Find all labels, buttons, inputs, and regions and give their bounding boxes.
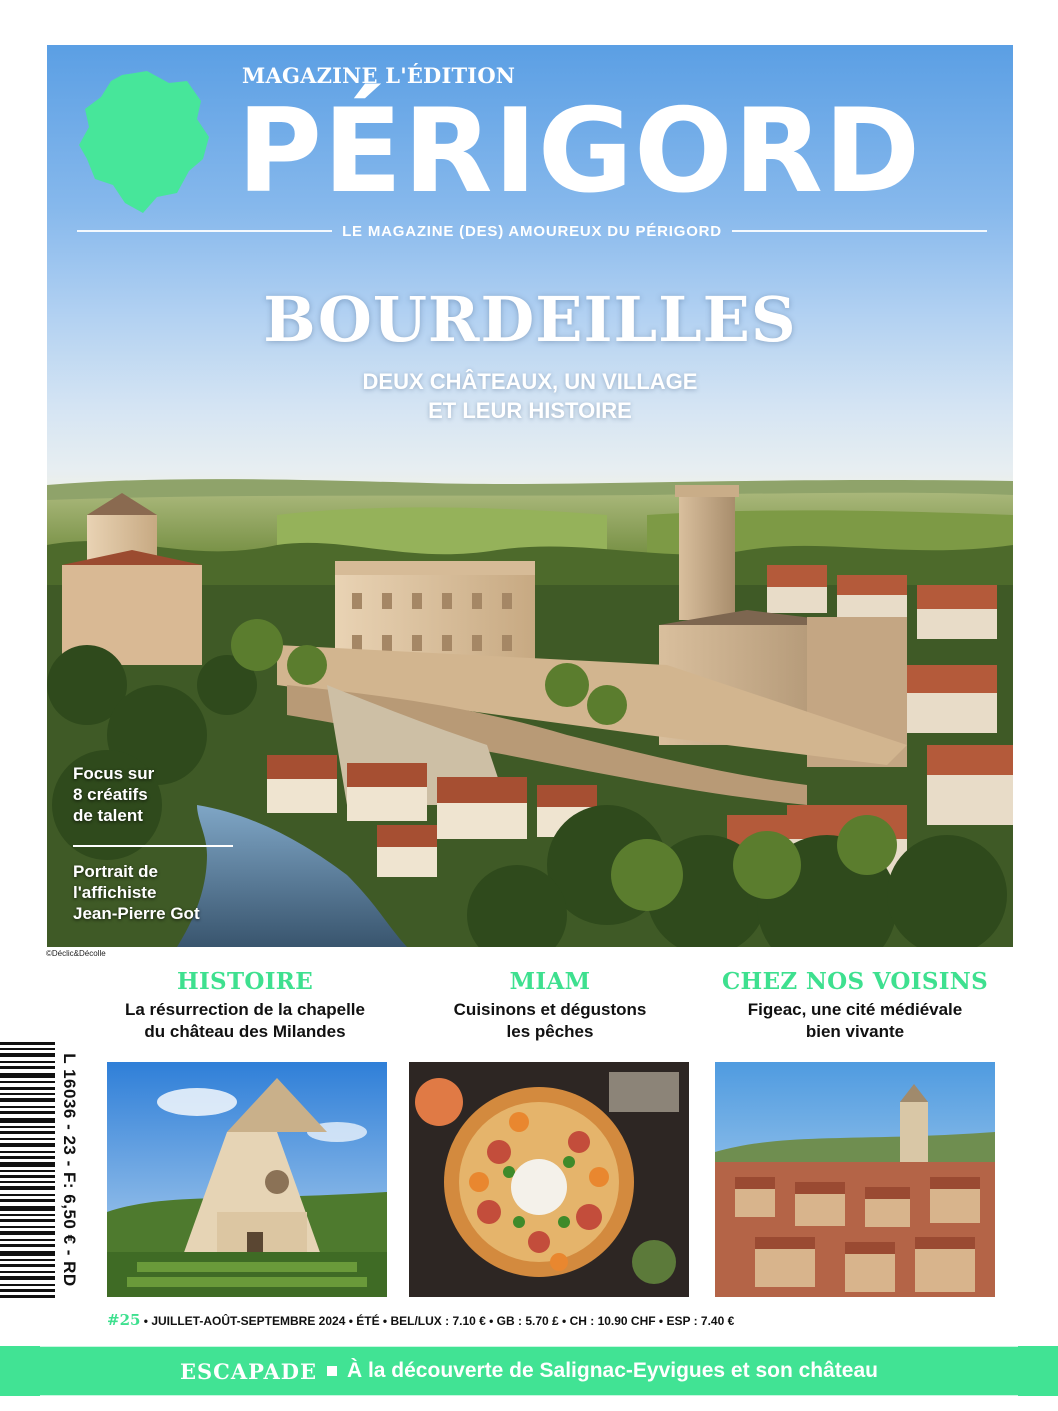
teaser-line: de talent [73,806,143,825]
masthead-title: PÉRIGORD [237,84,922,219]
chapel-photo [107,1062,387,1297]
cover-story-subtitle-line1: DEUX CHÂTEAUX, UN VILLAGE [362,369,698,394]
teaser-line: l'affichiste [73,883,157,902]
masthead-kicker: MAGAZINE L'ÉDITION [242,63,516,88]
section-title-line2: bien vivante [805,1022,905,1041]
teaser-createurs [73,763,293,826]
teaser-portrait [73,861,293,924]
section-title-line1: Figeac, une cité médiévale [747,1000,963,1019]
tagline-rule-left [77,230,332,232]
section-kicker: HISTOIRE [176,968,314,995]
footer-square-separator [327,1366,337,1376]
masthead-tagline-row [77,220,987,242]
cover-story-title: BOURDEILLES [263,283,797,356]
barcode-number [56,1040,82,1300]
section-kicker: CHEZ NOS VOISINS [721,968,989,995]
footer-kicker: ESCAPADE [180,1358,317,1384]
barcode-number-text: L 16036 - 23 - F: 6,50 € - RD [60,1053,79,1287]
footer-text: À la découverte de Salignac-Eyvigues et son château [346,1359,878,1382]
section-title-line1: La résurrection de la chapelle [125,1000,365,1019]
perigord-map-logo [77,67,217,222]
teaser-line: Portrait de [73,862,159,881]
section-title-line2: du château des Milandes [144,1022,346,1041]
teaser-line: 8 créatifs [73,785,148,804]
section-miam [400,965,700,1043]
teaser-line: Jean-Pierre Got [73,904,200,923]
section-kicker: MIAM [509,968,591,995]
footer-band [0,1346,1058,1396]
barcode [0,1040,55,1300]
cover-story-subtitle [47,367,1013,425]
section-chez-nos-voisins [705,965,1005,1043]
issue-number: #25 [107,1311,141,1329]
masthead-tagline: LE MAGAZINE (DES) AMOUREUX DU PÉRIGORD [342,222,722,240]
section-title-line2: les pêches [506,1022,594,1041]
section-histoire [95,965,395,1043]
figeac-photo [715,1062,995,1297]
teaser-line: Focus sur [73,764,155,783]
teaser-divider [73,845,233,847]
issue-details [107,1311,734,1329]
photo-credit: ©Déclic&Décolle [46,949,106,958]
pizza-photo [409,1062,689,1297]
tagline-rule-right [732,230,987,232]
section-title-line1: Cuisinons et dégustons [453,1000,647,1019]
cover-hero [47,45,1013,947]
cover-story-subtitle-line2: ET LEUR HISTOIRE [428,398,632,423]
issue-pricing: • JUILLET-AOÛT-SEPTEMBRE 2024 • ÉTÉ • BEL/LUX : 7.10 € • GB : 5.70 £ • CH : 10.90 CHF • ESP : 7.40 € [143,1314,735,1328]
